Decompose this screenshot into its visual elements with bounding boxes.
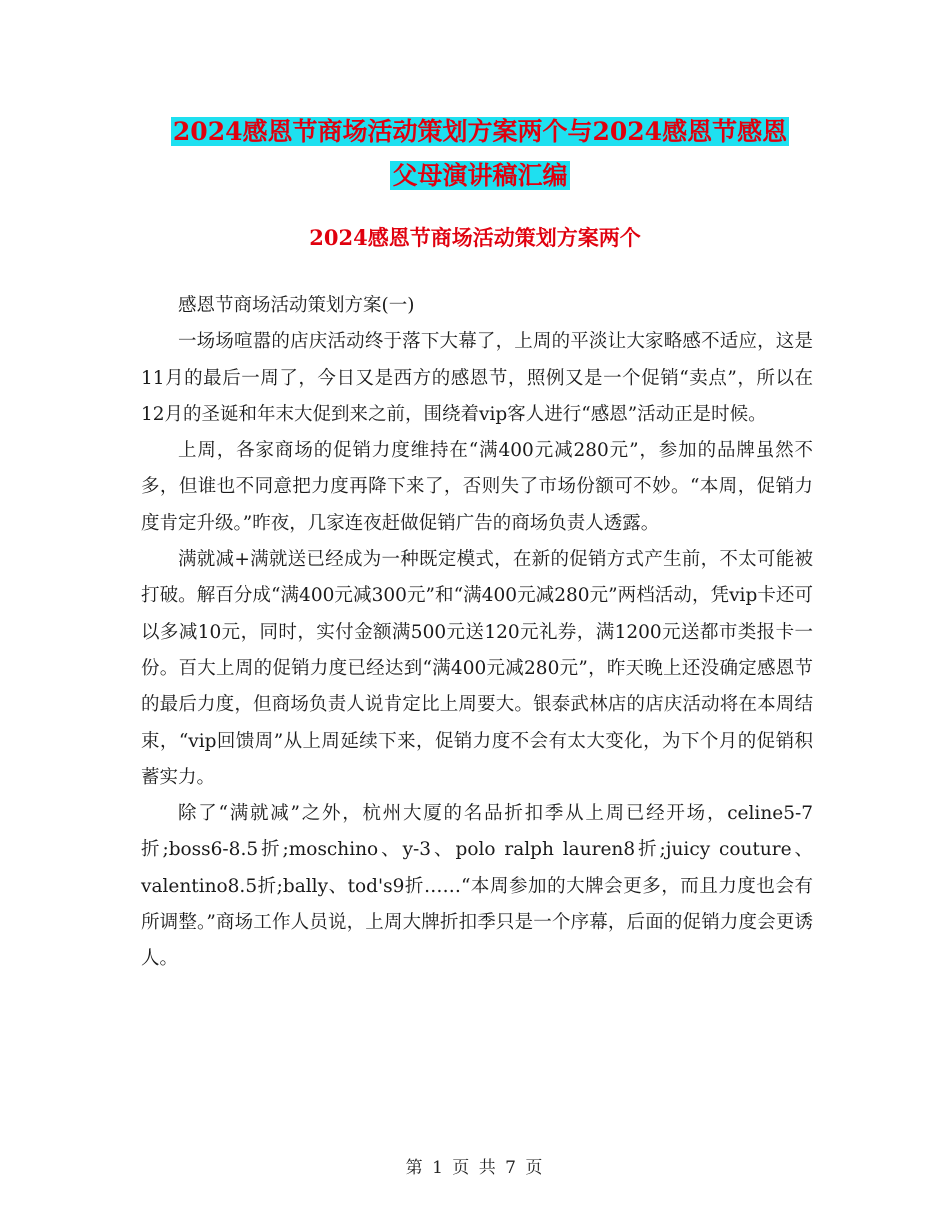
section-title: 2024感恩节商场活动策划方案两个 <box>309 225 641 250</box>
document-body <box>141 288 813 978</box>
document-title-line2: 父母演讲稿汇编 <box>392 161 568 190</box>
document-title <box>140 110 820 198</box>
paragraph-subtitle: 感恩节商场活动策划方案(一) <box>178 295 415 316</box>
paragraph: 除了“满就减”之外，杭州大厦的名品折扣季从上周已经开场，celine5-7折;boss6-8.5折;moschino、y-3、polo ralph lauren8折;juicy couture、valentino8.5折;bally、tod's9折……“本周参加的大牌会更多，而且力度也会有所调整。”商场工作人员说，上周大牌折扣季只是一个序幕，后面的促销力度会更诱人。 <box>141 803 813 970</box>
page-number-footer: 第 1 页 共 7 页 <box>405 1158 545 1178</box>
paragraph: 一场场喧嚣的店庆活动终于落下大幕了，上周的平淡让大家略感不适应，这是11月的最后一周了，今日又是西方的感恩节，照例又是一个促销“卖点”，所以在12月的圣诞和年末大促到来之前，围绕着vip客人进行“感恩”活动正是时候。 <box>141 331 813 425</box>
document-title-line1: 2024感恩节商场活动策划方案两个与2024感恩节感恩 <box>172 117 788 146</box>
paragraph: 上周，各家商场的促销力度维持在“满400元减280元”，参加的品牌虽然不多，但谁也不同意把力度再降下来了，否则失了市场份额可不妙。“本周，促销力度肯定升级。”昨夜，几家连夜赶做促销广告的商场负责人透露。 <box>141 440 813 534</box>
paragraph: 满就减+满就送已经成为一种既定模式，在新的促销方式产生前，不太可能被打破。解百分成“满400元减300元”和“满400元减280元”两档活动，凭vip卡还可以多减10元，同时，实付金额满500元送120元礼券，满1200元送都市类报卡一份。百大上周的促销力度已经达到“满400元减280元”，昨天晚上还没确定感恩节的最后力度，但商场负责人说肯定比上周要大。银泰武林店的店庆活动将在本周结束，“vip回馈周”从上周延续下来，促销力度不会有太大变化，为下个月的促销积蓄实力。 <box>141 549 813 788</box>
